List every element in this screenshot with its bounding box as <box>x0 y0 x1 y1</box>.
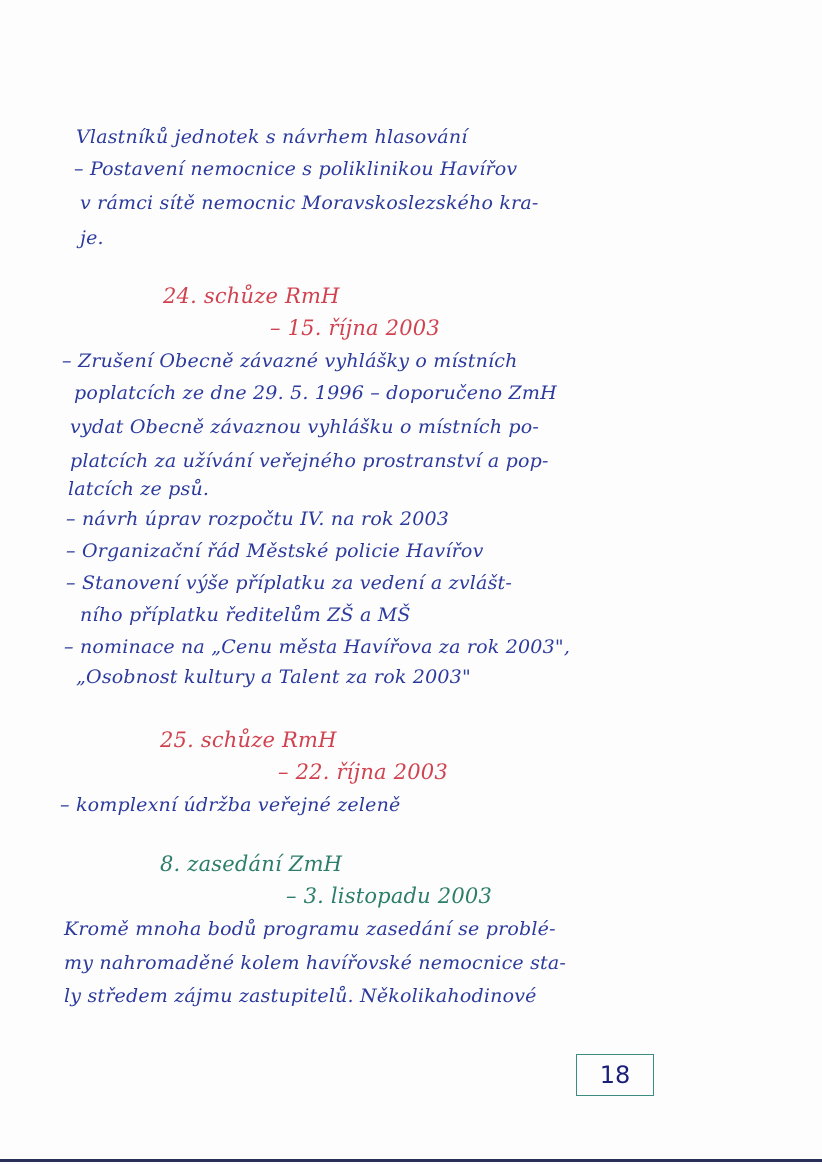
meeting-24-item-line: – Stanovení výše příplatku za vedení a zvlášt- <box>66 572 512 594</box>
continuation-line-4: je. <box>80 227 104 249</box>
continuation-line-1: Vlastníků jednotek s návrhem hlasování <box>76 126 468 148</box>
scan-bottom-edge <box>0 1159 822 1162</box>
meeting-24-item-line: – nominace na „Cenu města Havířova za rok 2003", <box>64 636 571 658</box>
meeting-24-title: 24. schůze RmH <box>163 284 340 308</box>
meeting-24-item-line: vydat Obecně závaznou vyhlášku o místních po- <box>70 416 539 438</box>
session-8-title: 8. zasedání ZmH <box>160 852 343 876</box>
meeting-24-item-line: ního příplatku ředitelům ZŠ a MŠ <box>80 604 411 626</box>
session-8-text-line: Kromě mnoha bodů programu zasedání se problé- <box>64 918 556 940</box>
continuation-line-2: – Postavení nemocnice s poliklinikou Havířov <box>74 158 518 180</box>
meeting-24-item-line: latcích ze psů. <box>68 478 210 500</box>
session-8-text-line: my nahromaděné kolem havířovské nemocnice sta- <box>64 952 567 974</box>
meeting-25-item-line: – komplexní údržba veřejné zeleně <box>60 794 401 816</box>
meeting-24-item-line: – Zrušení Obecně závazné vyhlášky o místních <box>62 350 518 372</box>
session-8-text-line: ly středem zájmu zastupitelů. Několikahodinové <box>64 985 537 1007</box>
meeting-24-item-line: „Osobnost kultury a Talent za rok 2003" <box>76 666 471 688</box>
meeting-24-item-line: platcích za užívání veřejného prostranství a pop- <box>70 450 549 472</box>
meeting-24-item-line: – Organizační řád Městské policie Havířov <box>66 540 484 562</box>
continuation-line-3: v rámci sítě nemocnic Moravskoslezského kra- <box>80 192 539 214</box>
meeting-25-title: 25. schůze RmH <box>160 728 337 752</box>
page-number-box <box>576 1054 654 1096</box>
meeting-24-date: – 15. října 2003 <box>270 316 440 340</box>
page-number: 18 <box>599 1061 631 1089</box>
meeting-24-item-line: poplatcích ze dne 29. 5. 1996 – doporučeno ZmH <box>74 382 557 404</box>
meeting-25-date: – 22. října 2003 <box>278 760 448 784</box>
session-8-date: – 3. listopadu 2003 <box>286 884 493 908</box>
meeting-24-item-line: – návrh úprav rozpočtu IV. na rok 2003 <box>66 508 450 530</box>
